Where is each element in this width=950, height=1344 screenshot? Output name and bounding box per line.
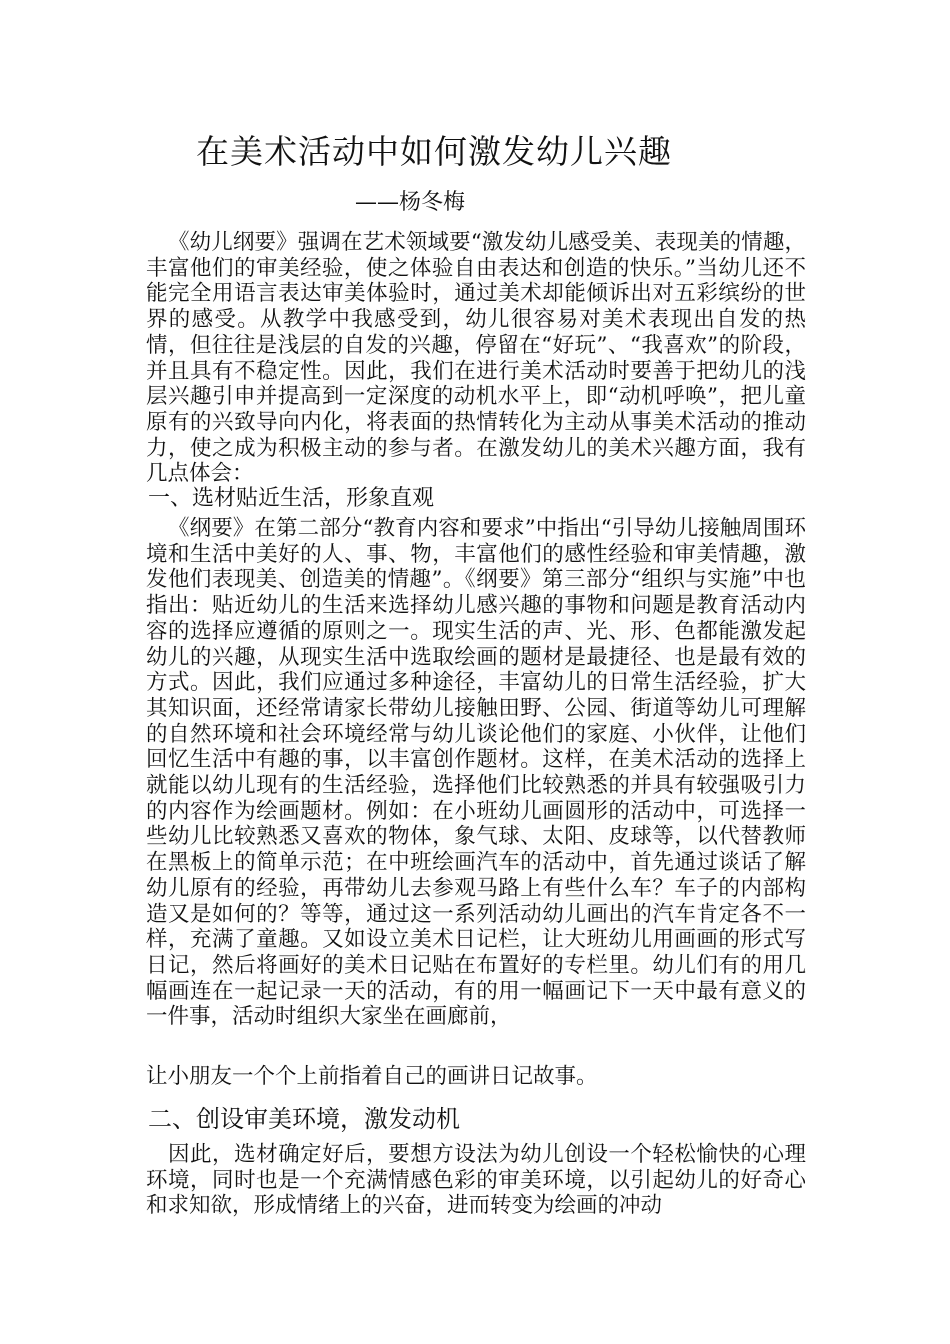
intro-paragraph: 《幼儿纲要》强调在艺术领域要“激发幼儿感受美、表现美的情趣，丰富他们的审美经验，使之体验自由表达和创造的快乐。”当幼儿还不能完全用语言表达审美体验时，通过美术却能倾诉出对五彩缤纷的世界的感受。从教学中我感受到，幼儿很容易对美术表现出自发的热情，但往往是浅层的自发的兴趣，停留在“好玩”、“我喜欢”的阶段，并且具有不稳定性。因此，我们在进行美术活动时要善于把幼儿的浅层兴趣引申并提高到一定深度的动机水平上，即“动机呼唤”，把儿童原有的兴致导向内化，将表面的热情转化为主动从事美术活动的推动力，使之成为积极主动的参与者。在激发幼儿的美术兴趣方面，我有几点体会： (146, 230, 806, 487)
document-title: 在美术活动中如何激发幼儿兴趣 (196, 132, 672, 171)
section-heading-1: 一、选材贴近生活，形象直观 (148, 486, 435, 511)
document-author: ——杨冬梅 (355, 190, 466, 215)
section-1-closing-line: 让小朋友一个个上前指着自己的画讲日记故事。 (146, 1064, 598, 1089)
section-1-paragraph: 《纲要》在第二部分“教育内容和要求”中指出“引导幼儿接触周围环境和生活中美好的人、事、物，丰富他们的感性经验和审美情趣，激发他们表现美、创造美的情趣”。《纲要》第三部分“组织与实施”中也指出：贴近幼儿的生活来选择幼儿感兴趣的事物和问题是教育活动内容的选择应遵循的原则之一。现实生活的声、光、形、色都能激发起幼儿的兴趣，从现实生活中选取绘画的题材是最捷径、也是最有效的方式。因此，我们应通过多种途径，丰富幼儿的日常生活经验，扩大其知识面，还经常请家长带幼儿接触田野、公园、街道等幼儿可理解的自然环境和社会环境经常与幼儿谈论他们的家庭、小伙伴，让他们回忆生活中有趣的事，以丰富创作题材。这样，在美术活动的选择上就能以幼儿现有的生活经验，选择他们比较熟悉的并具有较强吸引力的内容作为绘画题材。例如：在小班幼儿画圆形的活动中，可选择一些幼儿比较熟悉又喜欢的物体，象气球、太阳、皮球等，以代替教师在黑板上的简单示范；在中班绘画汽车的活动中，首先通过谈话了解幼儿原有的经验，再带幼儿去参观马路上有些什么车？车子的内部构造又是如何的？等等，通过这一系列活动幼儿画出的汽车肯定各不一样，充满了童趣。又如设立美术日记栏，让大班幼儿用画画的形式写日记，然后将画好的美术日记贴在布置好的专栏里。幼儿们有的用几幅画连在一起记录一天的活动，有的用一幅画记下一天中最有意义的一件事，活动时组织大家坐在画廊前， (146, 516, 806, 1030)
section-2-paragraph: 因此，选材确定好后，要想方设法为幼儿创设一个轻松愉快的心理环境，同时也是一个充满情感色彩的审美环境，以引起幼儿的好奇心和求知欲，形成情绪上的兴奋，进而转变为绘画的冲动 (146, 1142, 806, 1219)
section-heading-2: 二、创设审美环境，激发动机 (148, 1105, 460, 1133)
